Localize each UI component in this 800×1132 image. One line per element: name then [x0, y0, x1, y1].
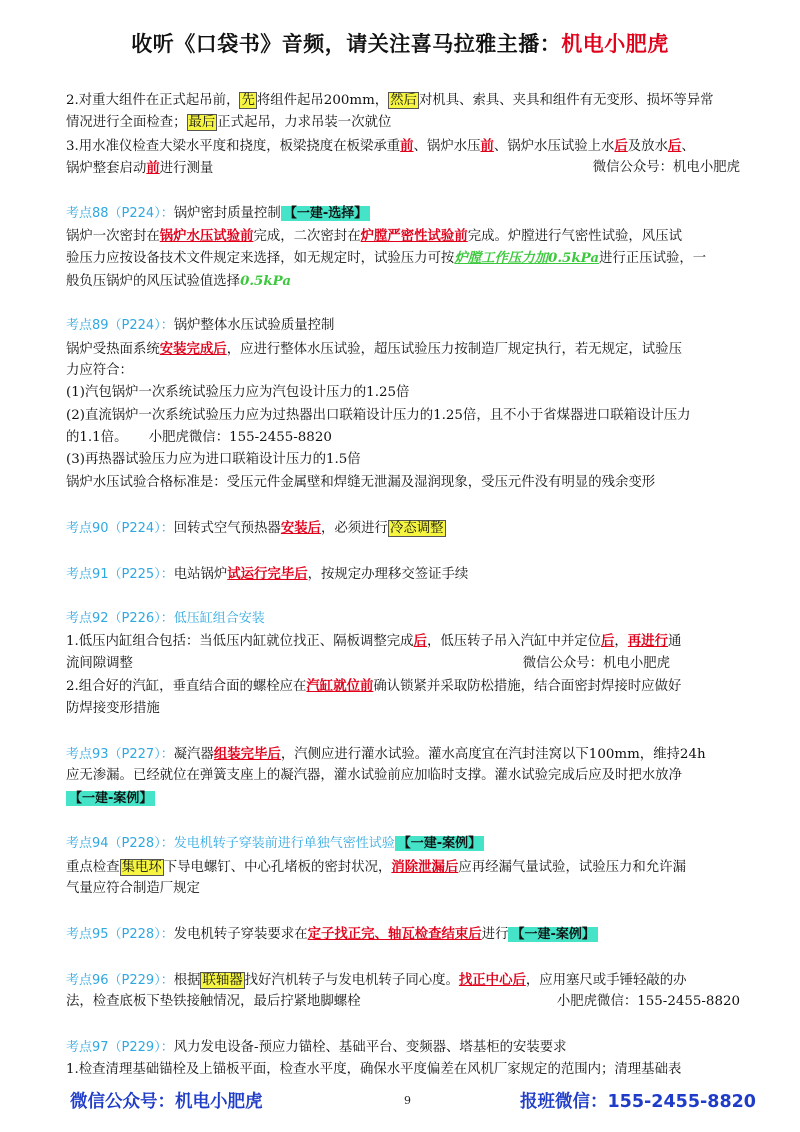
paragraph-line [66, 270, 740, 292]
paragraph-line: (3)再热器试验压力应为进口联箱设计压力的1.5倍 [66, 452, 361, 468]
text-run: 进行 [481, 927, 509, 943]
text-run: 情况进行全面检查； [66, 115, 187, 131]
paragraph-line: 气量应符合制造厂规定 [66, 880, 200, 896]
highlight-text: 集电环 [121, 859, 162, 875]
text-run: ，低压转子吊入汽缸中并定位 [426, 634, 602, 650]
footer-wechat-account: 微信公众号：机电小肥虎 [70, 1092, 263, 1112]
emphasis-text: 前 [400, 137, 414, 154]
text-run: ，汽侧应进行灌水试验。灌水高度宜在汽封洼窝以下100mm，维持24h [280, 746, 706, 762]
text-run: 锅炉整套启动 [66, 161, 147, 177]
text-run: 1.低压内缸组合包括：当低压内缸就位找正、隔板调整完成 [66, 634, 414, 650]
paragraph-line [66, 788, 740, 810]
text-run: 、锅炉水压试验上水 [493, 138, 615, 154]
wechat-note: 微信公众号：机电小肥虎 [522, 655, 670, 671]
kaodian-label: 考点97（P229）： [66, 1039, 174, 1055]
page-header [0, 28, 800, 58]
text-run: 、锅炉水压 [413, 138, 481, 154]
emphasis-text: 前 [146, 160, 160, 177]
kaodian-label: 考点93（P227）： [66, 746, 174, 762]
exam-tag: 【一建-案例】 [508, 927, 597, 942]
highlight-text: 联轴器 [202, 972, 243, 988]
text-run: 对机具、索具、夹具和组件有无变形、损坏等异常 [418, 93, 714, 108]
kaodian-label: 考点91（P225）： [66, 566, 174, 582]
header-author-name: 机电小肥虎 [561, 32, 669, 56]
kaodian-title: 锅炉密封质量控制 [173, 205, 281, 221]
emphasis-text: 消除泄漏后 [391, 858, 459, 875]
paragraph-line [66, 630, 740, 652]
kaodian-label: 考点90（P224）： [66, 521, 174, 537]
kaodian-label: 考点89（P224）： [66, 318, 174, 334]
emphasis-text: 再进行 [627, 633, 668, 650]
kaodian-97-heading [66, 1037, 740, 1059]
kaodian-89-heading [66, 315, 740, 337]
text-run: 发电机转子穿装要求在 [173, 927, 308, 943]
text-run: 正式起吊，力求吊装一次就位 [217, 115, 392, 131]
text-run: 完成，二次密封在 [253, 228, 361, 244]
kaodian-92-heading [66, 608, 740, 630]
emphasis-text: 安装完成后 [159, 340, 227, 357]
text-run: 凝汽器 [173, 746, 214, 762]
page-number: 9 [404, 1094, 411, 1107]
text-run: 进行正压试验，一 [599, 251, 707, 267]
text-run: 法，检查底板下垫铁接触情况，最后拧紧地脚螺栓 [66, 994, 361, 1010]
text-run: 下导电螺钉、中心孔堵板的密封状况， [163, 859, 392, 875]
text-run: 锅炉受热面系统 [66, 341, 160, 357]
kaodian-title: 发电机转子穿装前进行单独气密性试验 [173, 836, 395, 852]
text-run: 找好汽机转子与发电机转子同心度。 [244, 972, 459, 988]
paragraph-line [66, 653, 740, 675]
kaodian-title: 低压缸组合安装 [173, 611, 265, 627]
text-run: 及放水 [627, 138, 668, 154]
emphasis-text: 安装后 [280, 520, 321, 537]
header-prefix: 收听《口袋书》音频，请关注喜马拉雅主播： [131, 32, 562, 56]
kaodian-93-heading [66, 743, 740, 765]
kaodian-95-heading [66, 923, 740, 945]
exam-tag: 【一建-选择】 [281, 206, 370, 221]
kaodian-91-heading [66, 563, 740, 585]
text-run: 2.对重大组件在正式起吊前， [66, 93, 240, 108]
kaodian-label: 考点92（P226）： [66, 611, 174, 627]
paragraph-line [66, 112, 740, 134]
paragraph-line [66, 135, 740, 157]
emphasis-text: 汽缸就位前 [306, 678, 374, 695]
text-run: ，应进行整体水压试验，超压试验压力按制造厂规定执行，若无规定，试验压 [226, 341, 682, 357]
highlight-text: 冷态调整 [389, 521, 444, 537]
paragraph-line [66, 225, 740, 247]
emphasis-text: 组装完毕后 [213, 745, 281, 762]
paragraph-line [66, 338, 740, 360]
paragraph-line [66, 247, 740, 269]
exam-tag: 【一建-案例】 [395, 836, 484, 851]
emphasis-text: 炉膛工作压力加0.5kPa [454, 250, 600, 267]
text-run: 电站锅炉 [173, 566, 228, 582]
kaodian-label: 考点96（P229）： [66, 972, 174, 988]
emphasis-text: 找正中心后 [458, 971, 526, 988]
text-run: ，必须进行 [321, 521, 388, 537]
text-run: 根据 [173, 972, 201, 988]
emphasis-text: 后 [413, 633, 427, 650]
emphasis-text: 炉膛严密性试验前 [360, 227, 468, 244]
text-run: ，按规定办理移交签证手续 [307, 566, 469, 582]
paragraph-line: 1.检查清理基础锚栓及上锚板平面，检查水平度，确保水平度偏差在风机厂家规定的范围内；清理基础表 [66, 1061, 682, 1077]
kaodian-96-heading [66, 969, 740, 991]
footer-signup-wechat: 报班微信：155-2455-8820 [520, 1092, 756, 1112]
text-run: ，应用塞尺或手锤轻敲的办 [525, 972, 687, 988]
emphasis-text: 定子找正完、轴瓦检查结束后 [307, 926, 482, 943]
text-run: 将组件起吊200mm， [256, 93, 389, 108]
exam-tag: 【一建-案例】 [66, 791, 155, 806]
emphasis-text: 试运行完毕后 [227, 565, 308, 582]
paragraph-line: 的1.1倍。 小肥虎微信：155-2455-8820 [66, 430, 332, 446]
wechat-note: 小肥虎微信：155-2455-8820 [556, 994, 740, 1010]
emphasis-text: 后 [667, 137, 682, 154]
paragraph-line: 防焊接变形措施 [66, 700, 160, 716]
paragraph-line: 应无渗漏。已经就位在弹簧支座上的凝汽器，灌水试验前应加临时支撑。灌水试验完成后应及时把水放净 [66, 768, 682, 784]
highlight-text: 然后 [390, 93, 417, 108]
paragraph-line [66, 856, 740, 878]
text-run: 应再经漏气量试验，试验压力和允许漏 [458, 859, 686, 875]
text-run: 进行测量 [159, 161, 214, 177]
emphasis-text: 锅炉水压试验前 [159, 227, 254, 244]
document-body [66, 90, 740, 1081]
emphasis-text: 0.5kPa [240, 272, 292, 289]
emphasis-text: 前 [480, 137, 494, 154]
text-run: 、 [681, 138, 695, 154]
paragraph-line: (2)直流锅炉一次系统试验压力应为过热器出口联箱设计压力的1.25倍，且不小于省煤器进口联箱设计压力 [66, 407, 691, 423]
wechat-note: 微信公众号：机电小肥虎 [592, 160, 740, 176]
text-run: 重点检查 [66, 859, 120, 875]
kaodian-title: 锅炉整体水压试验质量控制 [173, 318, 335, 334]
kaodian-88-heading [66, 203, 740, 225]
text-run: 回转式空气预热器 [173, 521, 281, 537]
text-run: ， [614, 634, 628, 650]
kaodian-label: 考点88（P224）： [66, 205, 174, 221]
paragraph-line: 力应符合： [66, 362, 133, 378]
page-footer [0, 1088, 800, 1118]
kaodian-90-heading [66, 517, 740, 539]
text-run: 锅炉一次密封在 [66, 228, 160, 244]
paragraph-line [66, 90, 740, 112]
kaodian-94-heading [66, 833, 740, 855]
text-run: 3.用水准仪检查大梁水平度和挠度，板梁挠度在板梁承重 [66, 138, 401, 154]
highlight-text: 先 [241, 93, 255, 108]
kaodian-title: 风力发电设备-预应力锚栓、基础平台、变频器、塔基柜的安装要求 [173, 1039, 567, 1055]
kaodian-label: 考点95（P228）： [66, 927, 174, 943]
highlight-text: 最后 [188, 115, 216, 131]
paragraph-line [66, 675, 740, 697]
text-run: 确认锁紧并采取防松措施，结合面密封焊接时应做好 [373, 679, 682, 695]
text-run: 完成。炉膛进行气密性试验，风压试 [467, 228, 682, 244]
paragraph-line: (1)汽包锅炉一次系统试验压力应为汽包设计压力的1.25倍 [66, 385, 410, 401]
emphasis-text: 后 [614, 137, 628, 154]
text-run: 2.组合好的汽缸，垂直结合面的螺栓应在 [66, 679, 307, 695]
text-run: 流间隙调整 [66, 655, 133, 671]
paragraph-line [66, 991, 740, 1013]
paragraph-line [66, 157, 740, 179]
kaodian-label: 考点94（P228）： [66, 836, 174, 852]
text-run: 验压力应按设备技术文件规定来选择，如无规定时，试验压力可按 [66, 251, 455, 267]
paragraph-line: 锅炉水压试验合格标准是：受压元件金属壁和焊缝无泄漏及湿润现象，受压元件没有明显的残余变形 [66, 474, 656, 490]
emphasis-text: 后 [601, 633, 615, 650]
text-run: 通 [667, 634, 682, 650]
text-run: 般负压锅炉的风压试验值选择 [66, 273, 241, 289]
